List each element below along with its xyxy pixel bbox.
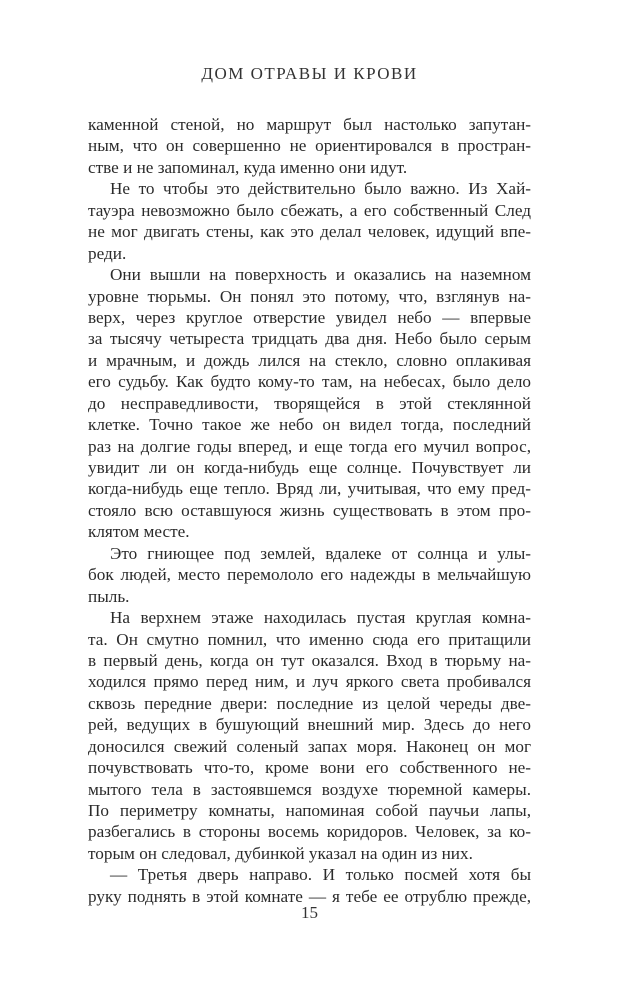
text-line: стояло всю оставшуюся жизнь существовать в этом про- (88, 500, 531, 520)
text-line: клетке. Точно такое же небо он видел тогда, последний (88, 415, 531, 435)
text-line: ным, что он совершенно не ориентировался в простран- (88, 136, 531, 156)
text-line: Они вышли на поверхность и оказались на наземном (110, 265, 531, 285)
text-line: По периметру комнаты, напоминая собой паучьи лапы, (88, 801, 531, 820)
text-line: бок людей, место перемололо его надежды в мельчайшую (88, 565, 531, 585)
text-line: почувствовать что-то, кроме вони его собственного не- (88, 758, 531, 778)
text-line: увидит ли он когда-нибудь еще солнце. Почувствует ли (88, 458, 531, 477)
page-number: 15 (301, 903, 318, 922)
text-line: торым он следовал, дубинкой указал на один из них. (88, 843, 473, 863)
text-line: мытого тела в застоявшемся воздухе тюремной камеры. (88, 779, 531, 799)
text-line: не мог двигать стены, как это делал человек, идущий впе- (88, 222, 531, 242)
text-line: стве и не запоминал, куда именно они идут. (88, 157, 408, 177)
text-line: руку поднять в этой комнате — я тебе ее отрублю прежде, (88, 886, 531, 906)
text-line: раз на долгие годы вперед, и еще тогда его мучил вопрос, (88, 436, 531, 456)
running-header: ДОМ ОТРАВЫ И КРОВИ (201, 64, 418, 83)
text-line: пыль. (88, 586, 130, 606)
text-line: его судьбу. Как будто кому-то там, на небесах, было дело (88, 372, 531, 392)
paragraph (88, 178, 531, 264)
text-line: верх, через круглое отверстие увидел небо — впервые (88, 307, 531, 327)
text-line: и мрачным, и дождь лился на стекло, словно оплакивая (88, 350, 531, 370)
text-line: в первый день, когда он тут оказался. Вход в тюрьму на- (88, 650, 531, 670)
text-line: Это гниющее под землей, вдалеке от солнца и улы- (110, 543, 531, 563)
text-line: сквозь передние двери: последние из целой череды две- (88, 693, 531, 713)
paragraph (88, 543, 531, 607)
body-text (88, 114, 531, 907)
text-line: разбегались в стороны восемь коридоров. Человек, за ко- (88, 822, 531, 842)
paragraph (88, 114, 531, 178)
text-line: та. Он смутно помнил, что именно сюда его притащили (88, 629, 531, 649)
text-line: реди. (88, 243, 127, 263)
text-line: уровне тюрьмы. Он понял это потому, что, взглянув на- (88, 286, 531, 306)
text-line: доносился свежий соленый запах моря. Наконец он мог (88, 736, 531, 756)
text-line: каменной стеной, но маршрут был настолько запутан- (88, 115, 531, 134)
paragraph (88, 607, 531, 864)
text-line: ходился прямо перед ним, и луч яркого света пробивался (88, 672, 531, 692)
text-line: На верхнем этаже находилась пустая круглая комна- (110, 608, 531, 628)
paragraph (88, 264, 531, 543)
text-line: за тысячу четыреста тридцать два дня. Небо было серым (88, 329, 531, 349)
text-line: клятом месте. (88, 522, 190, 542)
text-line: когда-нибудь еще тепло. Вряд ли, учитывая, что ему пред- (88, 479, 531, 499)
paragraph (88, 864, 531, 907)
text-line: Не то чтобы это действительно было важно. Из Хай- (110, 179, 531, 199)
text-line: тауэра невозможно было сбежать, а его собственный След (88, 200, 531, 220)
text-line: — Третья дверь направо. И только посмей хотя бы (110, 865, 531, 885)
text-line: рей, ведущих в бушующий внешний мир. Здесь до него (88, 715, 531, 735)
text-line: до несправедливости, творящейся в этой стеклянной (88, 393, 531, 413)
